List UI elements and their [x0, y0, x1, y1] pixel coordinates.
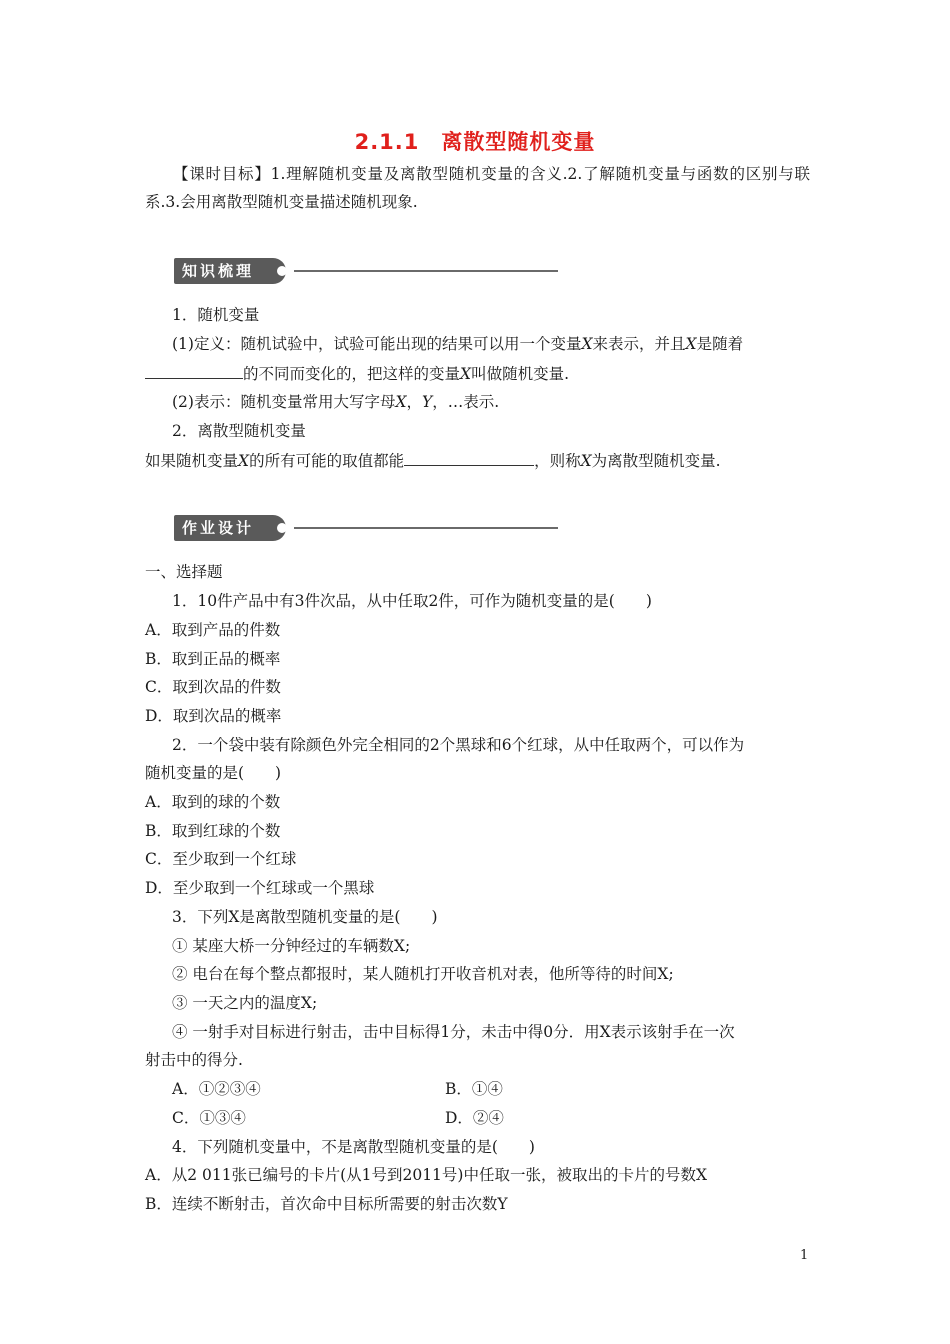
text: (1)定义：随机试验中，试验可能出现的结果可以用一个变量	[172, 335, 582, 353]
text: 是随着	[696, 335, 744, 353]
option: D．②④	[445, 1109, 504, 1127]
heading-random-variable: 1．随机变量	[172, 306, 260, 324]
section-label: 知识梳理	[174, 258, 286, 284]
text: 的所有可能的取值都能	[249, 452, 405, 470]
text: 来表示，并且	[592, 335, 686, 353]
var-y: Y	[422, 393, 433, 411]
option: C．①③④	[172, 1109, 246, 1127]
option: B．①④	[445, 1080, 503, 1098]
question-3: 3．下列X是离散型随机变量的是( )	[172, 908, 438, 926]
var-x: X	[460, 365, 472, 383]
lesson-goals: 【课时目标】1.理解随机变量及离散型随机变量的含义.2.了解随机变量与函数的区别与联系.3.会用离散型随机变量描述随机现象.	[145, 165, 810, 211]
var-x: X	[395, 393, 407, 411]
statement-cont: 射击中的得分.	[145, 1051, 243, 1069]
section-rule	[294, 527, 558, 529]
representation-line: (2)表示：随机变量常用大写字母X，Y，…表示.	[172, 393, 500, 411]
bullet-dot-icon	[277, 523, 287, 533]
section-label: 作业设计	[174, 515, 286, 541]
text: ，…表示.	[432, 393, 500, 411]
text: 的不同而变化的，把这样的变量	[243, 365, 461, 383]
fill-blank[interactable]	[145, 362, 243, 379]
question-2: 2．一个袋中装有除颜色外完全相同的2个黑球和6个红球，从中任取两个，可以作为	[172, 736, 745, 754]
option: A．取到的球的个数	[145, 793, 281, 811]
option: C．至少取到一个红球	[145, 850, 297, 868]
var-x: X	[580, 452, 592, 470]
text: ，则称	[534, 452, 581, 470]
option: C．取到次品的件数	[145, 678, 281, 696]
statement: ④ 一射手对目标进行射击，击中目标得1分，未击中得0分．用X表示该射手在一次	[172, 1023, 735, 1041]
question-2-cont: 随机变量的是( )	[145, 764, 282, 782]
statement: ③ 一天之内的温度X;	[172, 994, 318, 1012]
text: 为离散型随机变量.	[591, 452, 721, 470]
bullet-dot-icon	[277, 266, 287, 276]
option: A．取到产品的件数	[145, 621, 281, 639]
section-rule	[294, 270, 558, 272]
page-title: 2.1.1 离散型随机变量	[354, 130, 596, 154]
text: 如果随机变量	[145, 452, 239, 470]
fill-blank[interactable]	[404, 449, 534, 466]
statement: ② 电台在每个整点都报时，某人随机打开收音机对表，他所等待的时间X;	[172, 965, 674, 983]
var-x: X	[685, 335, 697, 353]
page-number: 1	[800, 1248, 809, 1263]
option: D．取到次品的概率	[145, 707, 282, 725]
question-1: 1．10件产品中有3件次品，从中任取2件，可作为随机变量的是( )	[172, 592, 652, 610]
definition-line-1	[172, 333, 743, 355]
option: D．至少取到一个红球或一个黑球	[145, 879, 375, 897]
part-heading: 一、选择题	[145, 563, 223, 581]
definition-line-2	[145, 362, 569, 385]
option: B．取到正品的概率	[145, 650, 281, 668]
option: B．连续不断射击，首次命中目标所需要的射击次数Y	[145, 1195, 508, 1213]
question-4: 4．下列随机变量中，不是离散型随机变量的是( )	[172, 1138, 535, 1156]
var-x: X	[581, 335, 593, 353]
heading-discrete: 2．离散型随机变量	[172, 422, 306, 440]
text: (2)表示：随机变量常用大写字母	[172, 393, 396, 411]
option: A．从2 011张已编号的卡片(从1号到2011号)中任取一张，被取出的卡片的号数X	[145, 1166, 708, 1184]
discrete-definition	[145, 449, 721, 472]
text: 叫做随机变量.	[471, 365, 569, 383]
option: A．①②③④	[172, 1080, 261, 1098]
var-x: X	[238, 452, 250, 470]
option: B．取到红球的个数	[145, 822, 281, 840]
statement: ① 某座大桥一分钟经过的车辆数X;	[172, 937, 411, 955]
